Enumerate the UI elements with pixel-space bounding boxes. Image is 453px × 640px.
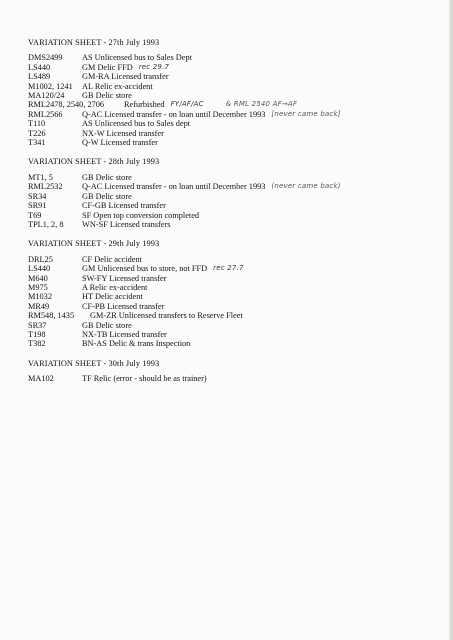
fleet-number: T226 bbox=[28, 128, 46, 138]
fleet-number: RM548, 1435 bbox=[28, 311, 75, 321]
handwritten-note: & RML 2540 AF→AF bbox=[225, 100, 298, 109]
variation-text: SW-FY Licensed transfer bbox=[82, 273, 167, 283]
fleet-number: T69 bbox=[28, 210, 42, 220]
fleet-number: SR34 bbox=[28, 191, 47, 201]
section-heading: VARIATION SHEET - 27th July 1993 bbox=[28, 38, 160, 47]
variation-text: CF Delic accident bbox=[82, 254, 142, 264]
section-30-july bbox=[28, 359, 443, 384]
variation-text: AS Unlicensed bus to Sales dept bbox=[82, 119, 191, 129]
fleet-number: M1032 bbox=[28, 292, 52, 302]
list-item bbox=[28, 330, 443, 339]
list-item bbox=[28, 138, 443, 147]
fleet-number: LS440 bbox=[28, 264, 51, 274]
variation-text: GM Delic FFD bbox=[82, 62, 133, 72]
list-item bbox=[28, 339, 443, 348]
handwritten-note: FY/AF/AC bbox=[170, 100, 204, 109]
variation-text: NX-TB Licensed transfer bbox=[82, 329, 167, 339]
section-28-july bbox=[28, 157, 443, 229]
list-item bbox=[28, 264, 443, 273]
fleet-number: MA120/24 bbox=[28, 91, 65, 101]
variation-text: Q-AC Licensed transfer - on loan until December 1993 bbox=[82, 109, 266, 119]
document-content bbox=[28, 38, 443, 394]
fleet-number: M975 bbox=[28, 282, 48, 292]
variation-text: AL Relic ex-accident bbox=[82, 81, 153, 91]
fleet-number: SR91 bbox=[28, 201, 47, 211]
handwritten-note: (never came back) bbox=[271, 182, 341, 191]
fleet-number: DRL25 bbox=[28, 254, 53, 264]
list-item bbox=[28, 53, 443, 62]
list-item bbox=[28, 302, 443, 311]
section-heading: VARIATION SHEET - 28th July 1993 bbox=[28, 157, 160, 167]
variation-text: SF Open top conversion completed bbox=[82, 210, 200, 220]
fleet-number: T341 bbox=[28, 138, 46, 148]
list-item bbox=[28, 173, 443, 182]
list-item bbox=[28, 82, 443, 91]
variation-text: Q-AC Licensed transfer - on loan until December 1993 bbox=[82, 182, 266, 192]
variation-text: GB Delic store bbox=[82, 320, 132, 330]
list-item bbox=[28, 192, 443, 201]
fleet-number: T198 bbox=[28, 329, 46, 339]
variation-text: BN-AS Delic & trans Inspection bbox=[82, 339, 191, 349]
variation-text: GM Unlicensed bus to store, not FFD bbox=[82, 264, 208, 274]
handwritten-note: [never came back] bbox=[271, 109, 341, 118]
list-item bbox=[28, 119, 443, 128]
variation-text: GB Delic store bbox=[82, 191, 132, 201]
list-item bbox=[28, 374, 443, 383]
list-item bbox=[28, 274, 443, 283]
variation-text: HT Delic accident bbox=[82, 292, 143, 302]
fleet-number: LS440 bbox=[28, 62, 51, 72]
variation-text: CF-GB Licensed transfer bbox=[82, 201, 166, 211]
variation-text: GM-ZR Unlicensed transfers to Reserve Fleet bbox=[90, 311, 243, 321]
fleet-number: T382 bbox=[28, 339, 46, 349]
list-item bbox=[28, 311, 443, 320]
list-item bbox=[28, 110, 443, 119]
fleet-number: M640 bbox=[28, 273, 48, 283]
variation-text: AS Unlicensed bus to Sales Dept bbox=[82, 53, 192, 63]
variation-text: TF Relic (error - should be as trainer) bbox=[82, 374, 207, 384]
handwritten-note: rec 29.7 bbox=[138, 62, 170, 71]
list-item bbox=[28, 201, 443, 210]
variation-text: GM-RA Licensed transfer bbox=[82, 72, 169, 82]
list-item bbox=[28, 321, 443, 330]
variation-text: CF-PB Licensed transfer bbox=[82, 301, 165, 311]
section-heading: VARIATION SHEET - 29th July 1993 bbox=[28, 239, 160, 249]
fleet-number: MR49 bbox=[28, 301, 50, 311]
list-item bbox=[28, 220, 443, 229]
fleet-number: MA102 bbox=[28, 374, 54, 384]
variation-text: GB Delic store bbox=[82, 91, 132, 101]
list-item bbox=[28, 72, 443, 81]
section-27-july bbox=[28, 38, 443, 147]
fleet-number: TPL1, 2, 8 bbox=[28, 219, 64, 229]
fleet-number: RML2566 bbox=[28, 109, 63, 119]
variation-text: GB Delic store bbox=[82, 172, 132, 182]
variation-text: A Relic ex-accident bbox=[82, 282, 148, 292]
list-item bbox=[28, 91, 443, 100]
fleet-number: SR37 bbox=[28, 320, 47, 330]
section-heading: VARIATION SHEET - 30th July 1993 bbox=[28, 358, 160, 368]
variation-text: Refurbished bbox=[124, 100, 165, 110]
list-item bbox=[28, 182, 443, 191]
page-edge bbox=[449, 0, 453, 640]
list-item bbox=[28, 255, 443, 264]
variation-text: Q-W Licensed transfer bbox=[82, 138, 158, 148]
fleet-number: MT1, 5 bbox=[28, 172, 53, 182]
fleet-number: RML2532 bbox=[28, 182, 63, 192]
list-item bbox=[28, 283, 443, 292]
variation-text: NX-W Licensed transfer bbox=[82, 128, 164, 138]
fleet-number: RML2478, 2540, 2706 bbox=[28, 100, 105, 110]
section-29-july bbox=[28, 239, 443, 348]
fleet-number: M1002, 1241 bbox=[28, 81, 73, 91]
list-item bbox=[28, 292, 443, 301]
fleet-number: LS489 bbox=[28, 72, 51, 82]
handwritten-note: rec 27.7 bbox=[213, 264, 244, 273]
list-item bbox=[28, 100, 443, 109]
list-item bbox=[28, 129, 443, 138]
list-item bbox=[28, 63, 443, 72]
fleet-number: DMS2499 bbox=[28, 53, 63, 63]
list-item bbox=[28, 211, 443, 220]
variation-text: WN-SF Licensed transfers bbox=[82, 219, 171, 229]
fleet-number: T110 bbox=[28, 119, 46, 129]
